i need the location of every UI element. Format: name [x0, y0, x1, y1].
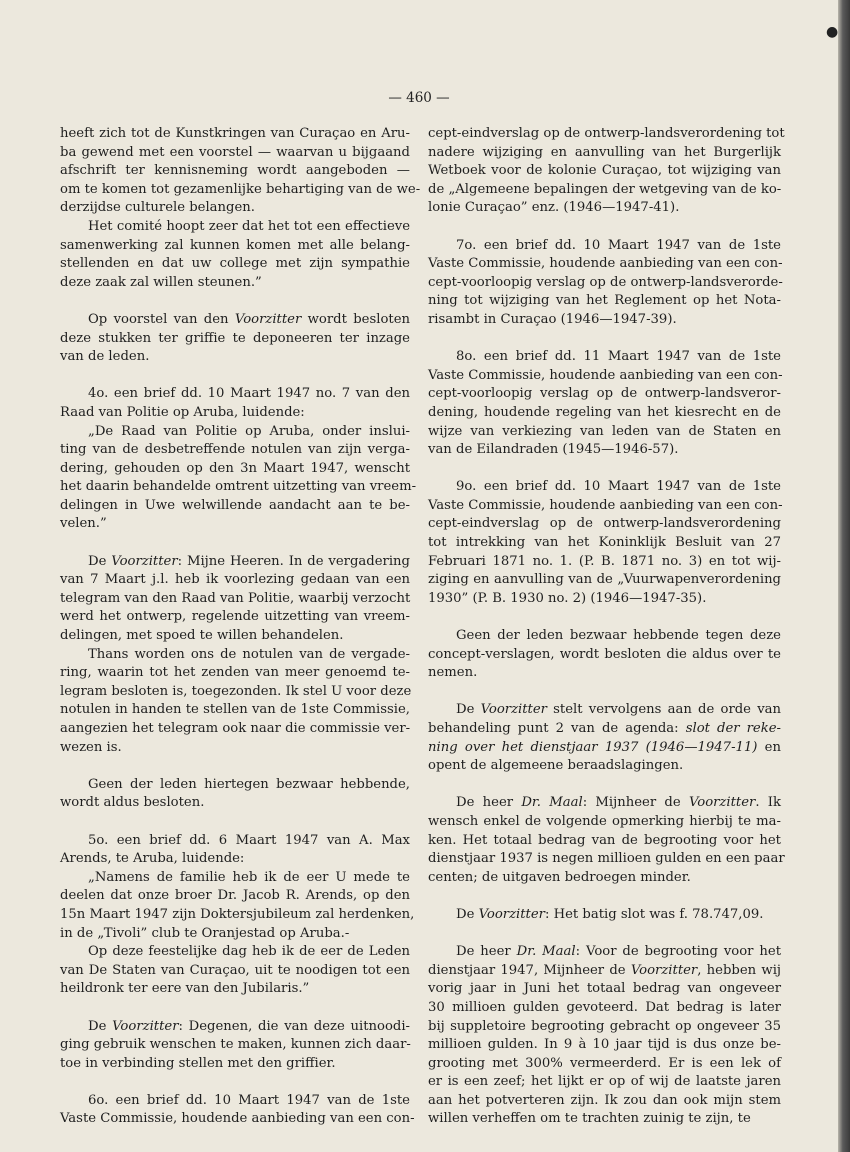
text-line: concept-verslagen, wordt besloten die aldus over te	[428, 646, 781, 662]
text-line: van de Eilandraden (1945—1946-57).	[428, 442, 679, 458]
text-line: ning over het dienstjaar 1937 (1946—1947-11) en	[428, 739, 781, 755]
text-line: ring, waarin tot het zenden van meer genoemd te-	[60, 665, 410, 681]
paragraph	[60, 943, 410, 999]
text-line: er is een zeef; het lijkt er op of wij de laatste jaren	[428, 1074, 781, 1090]
text-line: De Voorzitter: Mijne Heeren. In de vergadering	[88, 553, 410, 569]
paragraph	[60, 869, 415, 943]
text-line: Vaste Commissie, houdende aanbieding van een con-	[428, 256, 783, 272]
ink-dot: ●	[826, 24, 838, 40]
text-line: Wetboek voor de kolonie Curaçao, tot wijziging van	[428, 163, 781, 179]
text-line: toe in verbinding stellen met den griffier.	[60, 1055, 336, 1071]
paragraph	[60, 646, 410, 758]
text-line: Februari 1871 no. 1. (P. B. 1871 no. 3) en tot wij-	[428, 553, 781, 569]
text-line: cept-voorloopig verslag op de ontwerp-landsveror-	[428, 386, 781, 402]
paragraph	[60, 125, 421, 218]
text-line: tot intrekking van het Koninklijk Besluit van 27	[428, 535, 781, 551]
text-line: Vaste Commissie, houdende aanbieding van een con-	[60, 1111, 415, 1127]
text-line: Arends, te Aruba, luidende:	[60, 851, 245, 867]
paragraph	[60, 311, 410, 367]
text-line: werd het ontwerp, regelende uitzetting van vreem-	[60, 609, 410, 625]
text-line: de „Algemeene bepalingen der wetgeving van de ko-	[428, 181, 782, 197]
left-column	[60, 125, 421, 1129]
text-line: 4o. een brief dd. 10 Maart 1947 no. 7 van den	[88, 386, 410, 402]
text-line: 30 millioen gulden gevoteerd. Dat bedrag is later	[428, 999, 781, 1015]
text-line: ba gewend met een voorstel — waarvan u bijgaand	[60, 144, 410, 160]
text-line: aan het potverteren zijn. Ik zou dan ook mijn stem	[428, 1092, 781, 1108]
text-line: derzijdse culturele belangen.	[60, 200, 255, 216]
text-line: ging gebruik wenschen te maken, kunnen zich daar-	[60, 1037, 411, 1053]
paragraph	[60, 553, 410, 646]
text-line: dening, houdende regeling van het kiesrecht en de	[428, 404, 781, 420]
text-line: ting van de desbetreffende notulen van zijn verga-	[60, 442, 410, 458]
text-line: cept-eindverslag op de ontwerp-landsverordening	[428, 516, 781, 532]
text-line: heeft zich tot de Kunstkringen van Curaçao en Aru-	[60, 126, 410, 141]
text-line: van 7 Maart j.l. heb ik voorlezing gedaan van een	[60, 572, 410, 588]
paragraph	[60, 832, 410, 869]
text-line: dienstjaar 1947, Mijnheer de Voorzitter, hebben wij	[428, 962, 781, 978]
text-line: risambt in Curaçao (1946—1947-39).	[428, 311, 677, 327]
text-line: notulen in handen te stellen van de 1ste Commissie,	[60, 702, 410, 718]
text-line: 9o. een brief dd. 10 Maart 1947 van de 1ste	[456, 479, 781, 495]
text-line: „Namens de familie heb ik de eer U mede te	[88, 869, 410, 885]
text-line: willen verheffen om te trachten zuinig te zijn, te	[428, 1111, 751, 1127]
text-line: De Voorzitter: Het batig slot was f. 78.747,09.	[456, 906, 764, 922]
text-line: afschrift ter kennisneming wordt aangeboden —	[60, 163, 410, 179]
text-line: 1930” (P. B. 1930 no. 2) (1946—1947-35).	[428, 590, 707, 606]
text-line: grooting met 300% vermeerderd. Er is een lek of	[428, 1055, 781, 1071]
text-line: cept-voorloopig verslag op de ontwerp-landsverorde-	[428, 274, 783, 290]
text-line: wordt aldus besloten.	[60, 795, 205, 811]
text-line: delingen in Uwe welwillende aandacht aan te be-	[60, 497, 410, 513]
text-line: opent de algemeene beraadslagingen.	[428, 758, 684, 774]
text-line: lonie Curaçao” enz. (1946—1947-41).	[428, 200, 680, 216]
text-line: van de leden.	[60, 349, 150, 365]
text-line: dienstjaar 1937 is negen millioen gulden en een paar	[428, 851, 785, 867]
text-line: Thans worden ons de notulen van de vergade-	[88, 646, 410, 662]
text-line: Geen der leden hiertegen bezwaar hebbende,	[88, 776, 410, 792]
page-number: — 460 —	[388, 90, 450, 106]
text-line: cept-eindverslag op de ontwerp-landsverordening tot	[428, 126, 785, 141]
text-line: deelen dat onze broer Dr. Jacob R. Arends, op den	[60, 888, 410, 904]
text-line: delingen, met spoed te willen behandelen.	[60, 628, 344, 644]
text-line: millioen gulden. In 9 à 10 jaar tijd is dus onze be-	[428, 1037, 781, 1053]
text-line: ziging en aanvulling van de „Vuurwapenverordening	[428, 572, 781, 588]
text-line: ning tot wijziging van het Reglement op het Nota-	[428, 293, 781, 309]
text-line: heildronk ter eere van den Jubilaris.”	[60, 981, 310, 997]
text-line: 15n Maart 1947 zijn Doktersjubileum zal herdenken,	[60, 906, 415, 922]
paragraph	[428, 943, 781, 1129]
text-line: Raad van Politie op Aruba, luidende:	[60, 404, 305, 420]
text-line: Vaste Commissie, houdende aanbieding van een con-	[428, 497, 783, 513]
text-line: Het comité hoopt zeer dat het tot een effectieve	[88, 218, 410, 234]
text-line: 7o. een brief dd. 10 Maart 1947 van de 1ste	[456, 237, 781, 253]
text-line: bij suppletoire begrooting gebracht op ongeveer 35	[428, 1018, 781, 1034]
text-line: nemen.	[428, 665, 478, 681]
text-line: „De Raad van Politie op Aruba, onder inslui-	[88, 423, 410, 439]
text-line: wensch enkel de volgende opmerking hierbij te ma-	[428, 813, 781, 829]
paragraph	[60, 423, 417, 535]
text-line: velen.”	[60, 516, 107, 532]
text-line: 6o. een brief dd. 10 Maart 1947 van de 1ste	[88, 1092, 410, 1108]
text-line: van De Staten van Curaçao, uit te noodigen tot een	[60, 962, 410, 978]
text-line: Vaste Commissie, houdende aanbieding van een con-	[428, 367, 783, 383]
text-line: centen; de uitgaven bedroegen minder.	[428, 869, 691, 885]
text-line: aangezien het telegram ook naar die commissie ver-	[60, 721, 411, 736]
text-line: De Voorzitter stelt vervolgens aan de orde van	[456, 702, 781, 718]
paragraph	[60, 385, 410, 422]
paragraph	[428, 125, 785, 218]
text-line: De Voorzitter: Degenen, die van deze uitnoodi-	[88, 1018, 410, 1034]
text-line: De heer Dr. Maal: Voor de begrooting voor het	[456, 944, 782, 960]
paragraph	[428, 348, 781, 460]
text-line: wezen is.	[60, 739, 122, 755]
text-line: deze zaak zal willen steunen.”	[60, 274, 262, 290]
text-line: legram besloten is, toegezonden. Ik stel U voor deze	[60, 683, 412, 699]
text-line: wijze van verkiezing van leden van de Staten en	[428, 423, 781, 439]
paragraph	[60, 218, 410, 292]
text-line: nadere wijziging en aanvulling van het Burgerlijk	[428, 144, 781, 160]
paragraph	[428, 627, 781, 683]
text-line: om te komen tot gezamenlijke behartiging van de we-	[60, 181, 421, 197]
text-line: het daarin behandelde omtrent uitzetting van vreem-	[60, 479, 417, 495]
text-line: telegram van den Raad van Politie, waarbij verzocht	[60, 590, 411, 606]
paragraph	[428, 906, 781, 925]
text-line: behandeling punt 2 van de agenda: slot der reke-	[428, 721, 781, 736]
text-line: ken. Het totaal bedrag van de begrooting voor het	[428, 832, 781, 848]
page-edge	[838, 0, 850, 1152]
text-line: 5o. een brief dd. 6 Maart 1947 van A. Max	[88, 832, 410, 848]
text-line: in de „Tivoli” club te Oranjestad op Aruba.-	[60, 925, 350, 941]
text-line: samenwerking zal kunnen komen met alle belang-	[60, 237, 410, 253]
text-line: 8o. een brief dd. 11 Maart 1947 van de 1ste	[456, 349, 781, 365]
text-line: dering, gehouden op den 3n Maart 1947, wenscht	[60, 460, 410, 476]
paragraph	[428, 794, 785, 887]
text-line: stellenden en dat uw college met zijn sympathie	[60, 256, 410, 272]
right-column	[428, 125, 785, 1129]
paragraph	[60, 1018, 410, 1074]
text-line: Op voorstel van den Voorzitter wordt besloten	[88, 311, 410, 327]
paragraph	[428, 478, 781, 608]
paragraph	[60, 1092, 415, 1129]
text-line: deze stukken ter griffie te deponeeren ter inzage	[60, 330, 410, 346]
text-line: De heer Dr. Maal: Mijnheer de Voorzitter. Ik	[456, 795, 781, 811]
text-line: Op deze feestelijke dag heb ik de eer de Leden	[88, 944, 410, 960]
paragraph	[428, 237, 781, 330]
text-line: Geen der leden bezwaar hebbende tegen deze	[456, 628, 781, 644]
paragraph	[428, 701, 781, 775]
paragraph	[60, 776, 410, 813]
text-line: vorig jaar in Juni het totaal bedrag van ongeveer	[428, 981, 781, 997]
